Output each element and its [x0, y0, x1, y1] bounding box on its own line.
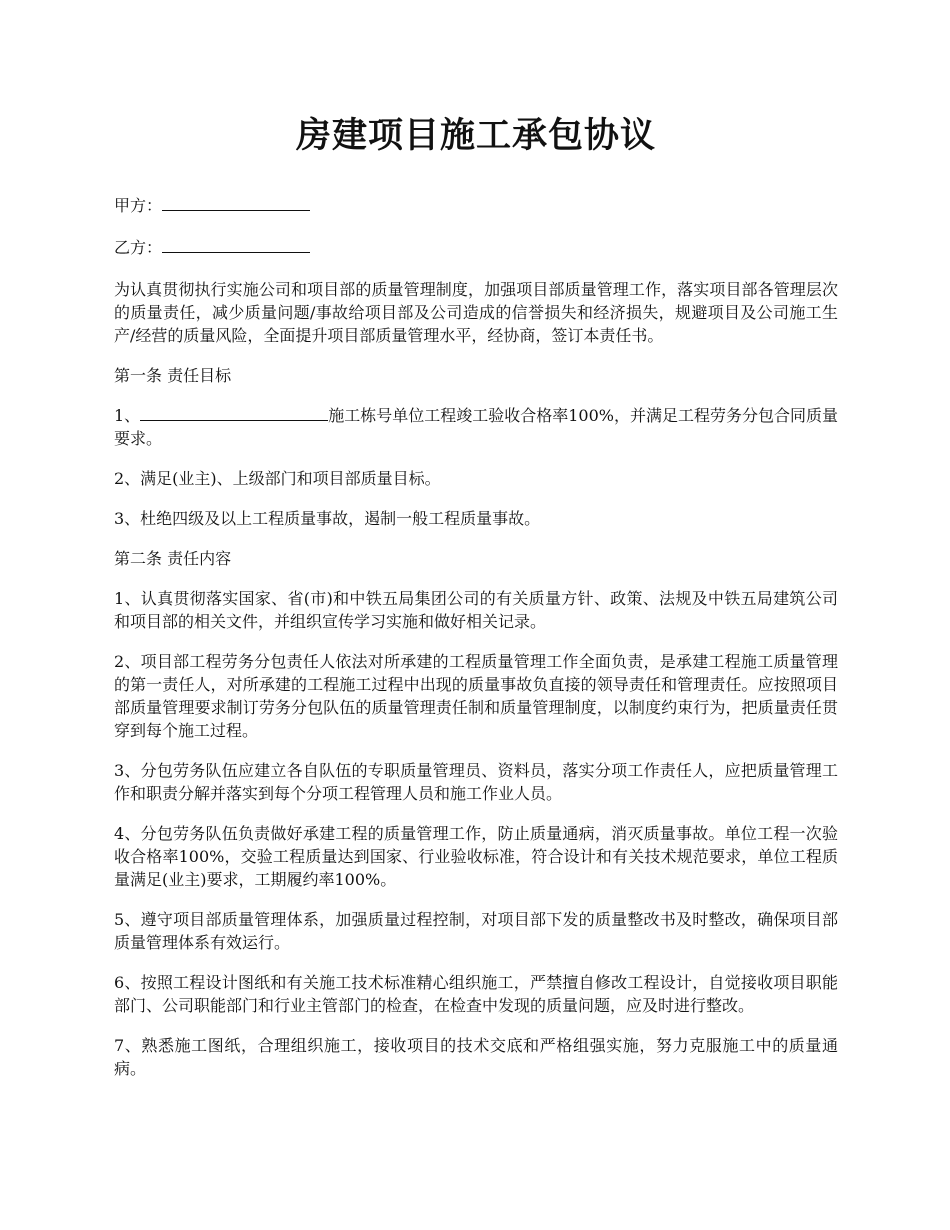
building-number-blank — [140, 404, 328, 421]
article-1-heading: 第一条 责任目标 — [114, 366, 232, 385]
article-1-item-1-text: 施工栋号单位工程竣工验收合格率100%，并满足工程劳务分包合同质量要求。 — [114, 406, 838, 448]
party-b-line — [114, 236, 838, 259]
party-a-blank — [162, 194, 310, 211]
article-2-item-7: 7、熟悉施工图纸，合理组织施工，接收项目的技术交底和严格组强实施，努力克服施工中的质量通病。 — [114, 1036, 838, 1078]
article-1-item-1 — [114, 404, 838, 450]
article-2-heading: 第二条 责任内容 — [114, 549, 232, 568]
article-1-item-1-prefix: 1、 — [114, 406, 141, 425]
document-title: 房建项目施工承包协议 — [295, 115, 656, 156]
party-b-blank — [162, 236, 310, 253]
article-2-item-6: 6、按照工程设计图纸和有关施工技术标准精心组织施工，严禁擅自修改工程设计，自觉接收项目职能部门、公司职能部门和行业主管部门的检查，在检查中发现的质量问题，应及时进行整改。 — [114, 973, 838, 1015]
article-2-item-2: 2、项目部工程劳务分包责任人依法对所承建的工程质量管理工作全面负责，是承建工程施工质量管理的第一责任人，对所承建的工程施工过程中出现的质量事故负直接的领导责任和管理责任。应按照项目部质量管理要求制订劳务分包队伍的质量管理责任制和质量管理制度，以制度约束行为，把质量责任贯穿到每个施工过程。 — [114, 652, 838, 740]
party-a-line — [114, 194, 838, 217]
article-2-item-1: 1、认真贯彻落实国家、省(市)和中铁五局集团公司的有关质量方针、政策、法规及中铁五局建筑公司和项目部的相关文件，并组织宣传学习实施和做好相关记录。 — [114, 589, 838, 631]
preamble-paragraph: 为认真贯彻执行实施公司和项目部的质量管理制度，加强项目部质量管理工作，落实项目部各管理层次的质量责任，减少质量问题/事故给项目部及公司造成的信誉损失和经济损失，规避项目及公司施工生产/经营的质量风险，全面提升项目部质量管理水平，经协商，签订本责任书。 — [114, 280, 838, 345]
article-1-item-3: 3、杜绝四级及以上工程质量事故，遏制一般工程质量事故。 — [114, 509, 541, 528]
party-a-label: 甲方： — [114, 196, 163, 215]
party-b-label: 乙方： — [114, 238, 163, 257]
article-2-item-5: 5、遵守项目部质量管理体系，加强质量过程控制，对项目部下发的质量整改书及时整改，确保项目部质量管理体系有效运行。 — [114, 910, 838, 952]
article-2-item-3: 3、分包劳务队伍应建立各自队伍的专职质量管理员、资料员，落实分项工作责任人，应把质量管理工作和职责分解并落实到每个分项工程管理人员和施工作业人员。 — [114, 761, 838, 803]
article-2-item-4: 4、分包劳务队伍负责做好承建工程的质量管理工作，防止质量通病，消灭质量事故。单位工程一次验收合格率100%，交验工程质量达到国家、行业验收标准，符合设计和有关技术规范要求，单位工程质量满足(业主)要求，工期履约率100%。 — [114, 824, 838, 889]
article-1-item-2: 2、满足(业主)、上级部门和项目部质量目标。 — [114, 469, 441, 488]
